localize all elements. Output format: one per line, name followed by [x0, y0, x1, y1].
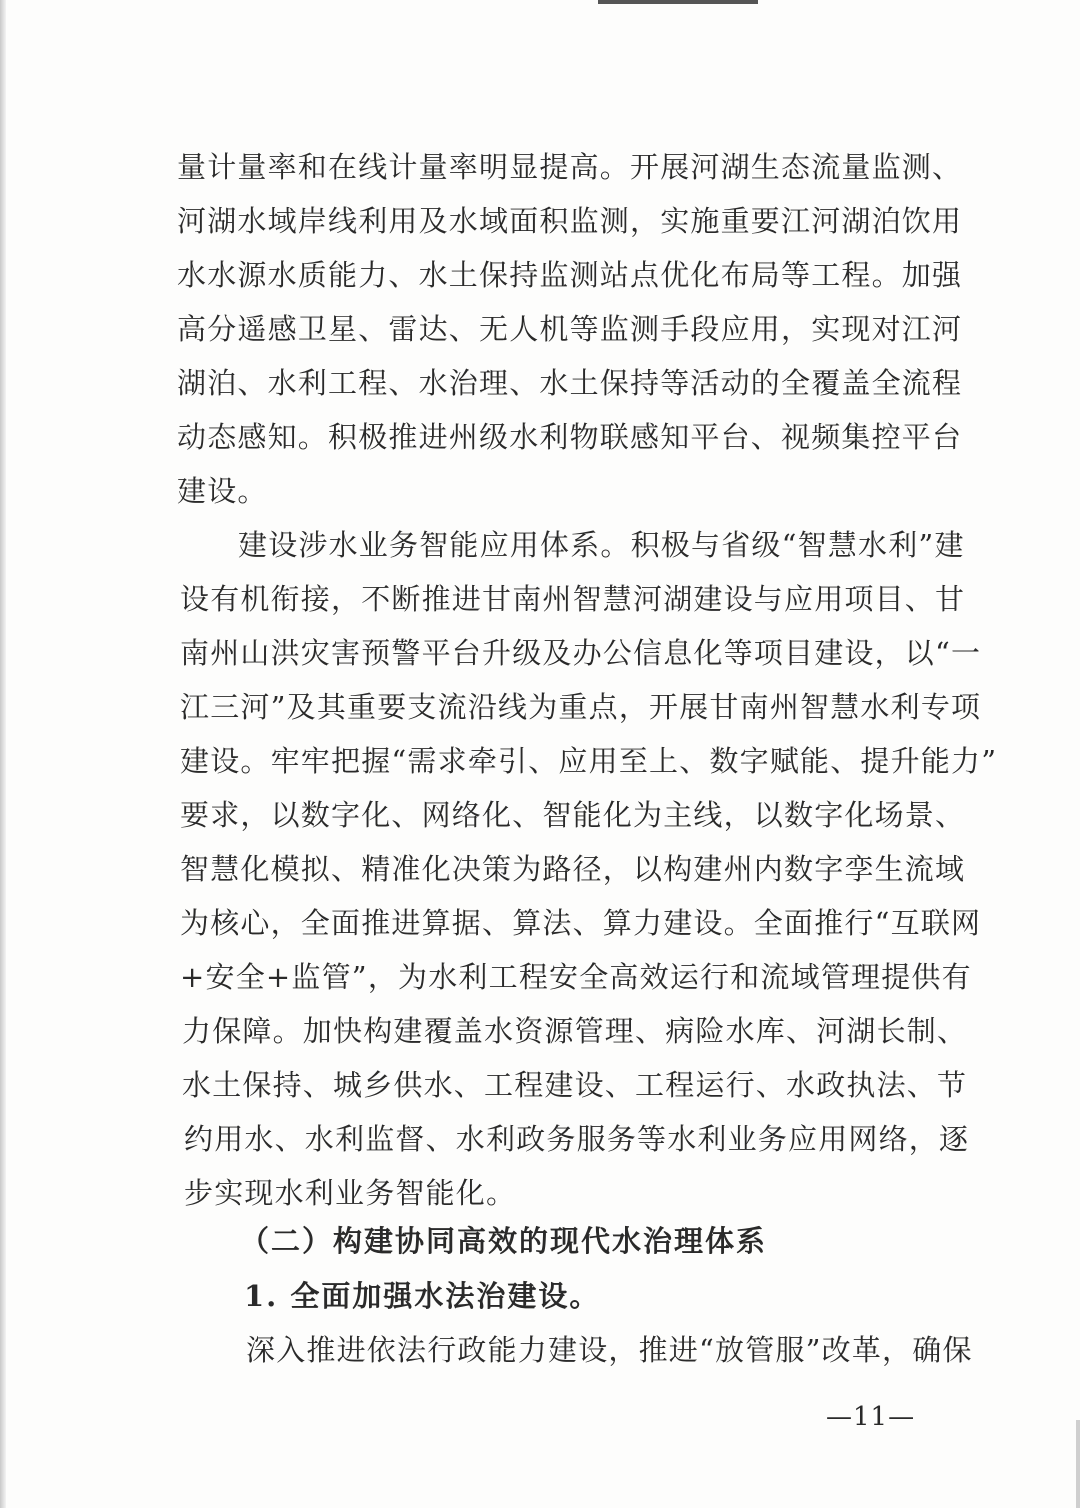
paragraph-2-line: 水土保持、城乡供水、工程建设、工程运行、水政执法、节: [182, 1068, 968, 1102]
paragraph-2-line: 约用水、水利监督、水利政务服务等水利业务应用网络，逐: [184, 1122, 970, 1156]
paragraph-1-line: 建设。: [177, 474, 268, 508]
paragraph-2-line: 南州山洪灾害预警平台升级及办公信息化等项目建设，以“一: [180, 636, 982, 670]
top-binding-mark: [598, 0, 758, 4]
page-number: —11—: [826, 1402, 916, 1432]
paragraph-1-line: 高分遥感卫星、雷达、无人机等监测手段应用，实现对江河: [177, 312, 963, 346]
paragraph-2-line: 为核心，全面推进算据、算法、算力建设。全面推行“互联网: [180, 906, 982, 940]
scan-edge-shadow-right: [1076, 1420, 1080, 1508]
paragraph-3-line: 深入推进依法行政能力建设，推进“放管服”改革，确保: [246, 1333, 973, 1367]
section-heading: （二）构建协同高效的现代水治理体系: [240, 1224, 768, 1258]
paragraph-2-line: 建设涉水业务智能应用体系。积极与省级“智慧水利”建: [238, 528, 965, 562]
paragraph-2-line: 步实现水利业务智能化。: [184, 1176, 517, 1210]
paragraph-1-line: 量计量率和在线计量率明显提高。开展河湖生态流量监测、: [177, 150, 963, 184]
paragraph-2-line: +安全+监管”，为水利工程安全高效运行和流域管理提供有: [180, 960, 972, 994]
paragraph-2-line: 要求，以数字化、网络化、智能化为主线，以数字化场景、: [180, 798, 966, 832]
paragraph-1-line: 河湖水域岸线利用及水域面积监测，实施重要江河湖泊饮用: [177, 204, 963, 238]
paragraph-2-line: 力保障。加快构建覆盖水资源管理、病险水库、河湖长制、: [182, 1014, 968, 1048]
scan-edge-shadow: [0, 0, 6, 1508]
paragraph-1-line: 湖泊、水利工程、水治理、水土保持等活动的全覆盖全流程: [177, 366, 963, 400]
paragraph-1-line: 水水源水质能力、水土保持监测站点优化布局等工程。加强: [177, 258, 963, 292]
paragraph-2-line: 智慧化模拟、精准化决策为路径，以构建州内数字孪生流域: [180, 852, 966, 886]
paragraph-2-line: 设有机衔接，不断推进甘南州智慧河湖建设与应用项目、甘: [180, 582, 966, 616]
paragraph-1-line: 动态感知。积极推进州级水利物联感知平台、视频集控平台: [177, 420, 963, 454]
paragraph-2-line: 建设。牢牢把握“需求牵引、应用至上、数字赋能、提升能力”: [180, 744, 998, 778]
paragraph-2-line: 江三河”及其重要支流沿线为重点，开展甘南州智慧水利专项: [180, 690, 982, 724]
subsection-heading: 1. 全面加强水法治建设。: [244, 1279, 601, 1313]
